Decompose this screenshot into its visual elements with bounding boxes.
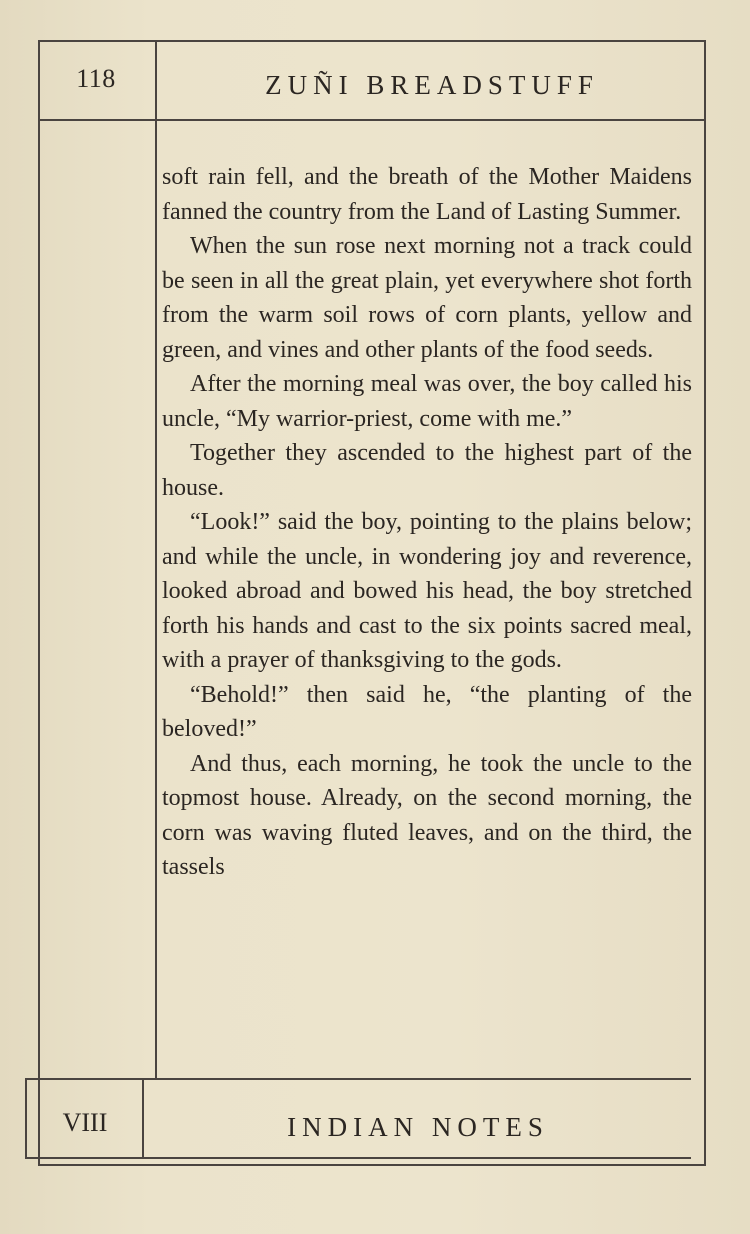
body-text bbox=[162, 160, 692, 885]
paragraph: soft rain fell, and the breath of the Mother Maidens fanned the country from the Land of Lasting Summer. bbox=[162, 164, 692, 225]
margin-column-rule bbox=[155, 40, 157, 1080]
paragraph: “Look!” said the boy, pointing to the plains below; and while the uncle, in wondering joy and reverence, looked abroad and bowed his head, the boy stretched forth his hands and cast to the six points sacred meal, with a prayer of thanksgiving to the gods. bbox=[162, 509, 692, 673]
footer-top-rule bbox=[25, 1078, 691, 1080]
page-number: 118 bbox=[76, 64, 116, 93]
footer-left-rule bbox=[25, 1078, 27, 1158]
paragraph: When the sun rose next morning not a track could be seen in all the great plain, yet everywhere shot forth from the warm soil rows of corn plants, yellow and green, and vines and other plants of the food seeds. bbox=[162, 233, 692, 363]
footer-column-rule bbox=[142, 1078, 144, 1158]
running-head: ZUÑI BREADSTUFF bbox=[265, 70, 599, 100]
paragraph: And thus, each morning, he took the uncle to the topmost house. Already, on the second morning, the corn was waving fluted leaves, and on the third, the tassels bbox=[162, 750, 692, 880]
header-rule bbox=[38, 119, 706, 121]
paragraph: “Behold!” then said he, “the planting of the beloved!” bbox=[162, 681, 692, 742]
footer-bottom-rule bbox=[25, 1157, 691, 1159]
paragraph: After the morning meal was over, the boy called his uncle, “My warrior-priest, come with me.” bbox=[162, 371, 692, 432]
chapter-numeral: VIII bbox=[62, 1108, 108, 1137]
paragraph: Together they ascended to the highest part of the house. bbox=[162, 440, 692, 501]
series-title: INDIAN NOTES bbox=[287, 1112, 549, 1142]
